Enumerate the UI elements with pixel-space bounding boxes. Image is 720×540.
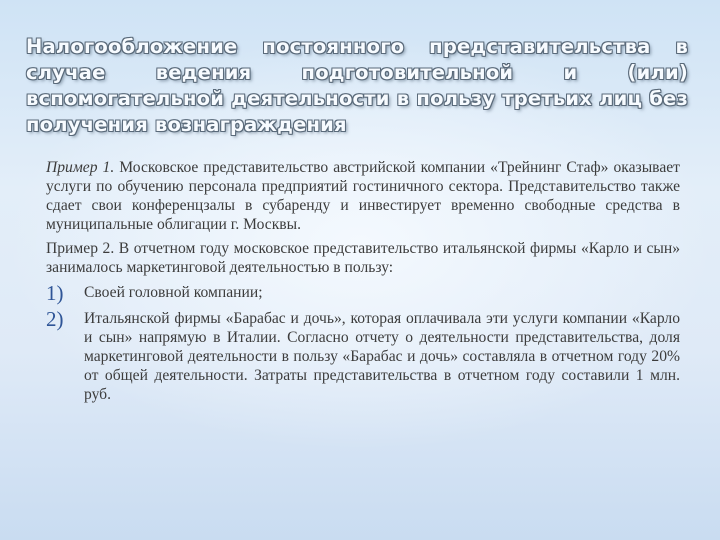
numbered-list: [46, 282, 680, 404]
example-2-paragraph: Пример 2. В отчетном году московское представительство итальянской фирмы «Карло и сын» занималось маркетинговой деятельностью в пользу:: [46, 240, 680, 276]
example-1-paragraph: [46, 158, 680, 234]
slide-title: Налогообложение постоянного представительства в случае ведения подготовительной и (или) вспомогательной деятельности в пользу третьих лиц без получения вознаграждения: [26, 35, 688, 136]
list-item-text: Итальянской фирмы «Барабас и дочь», которая оплачивала эти услуги компании «Карло и сын» напрямую в Италии. Согласно отчету о деятельности представительства, доля маркетинговой деятельности в пользу «Барабас и дочь» составляла в отчетном году 20% от общей деятельности. Затраты представительства в отчетном году составили 1 млн. руб.: [84, 310, 680, 403]
list-marker: 2): [46, 307, 64, 331]
list-item-text: Своей головной компании;: [84, 284, 263, 301]
list-marker: 1): [46, 281, 64, 305]
slide-body: [46, 158, 680, 408]
list-item: [46, 282, 680, 304]
example-1-text: Московское представительство австрийской компании «Трейнинг Стаф» оказывает услуги по обучению персонала предприятий гостиничного сектора. Представительство также сдает свои конференцзалы в субаренду и инвестирует временно свободные средства в муниципальные облигации г. Москвы.: [46, 159, 681, 233]
list-item: [46, 308, 680, 404]
example-1-lead: Пример 1.: [46, 159, 115, 176]
